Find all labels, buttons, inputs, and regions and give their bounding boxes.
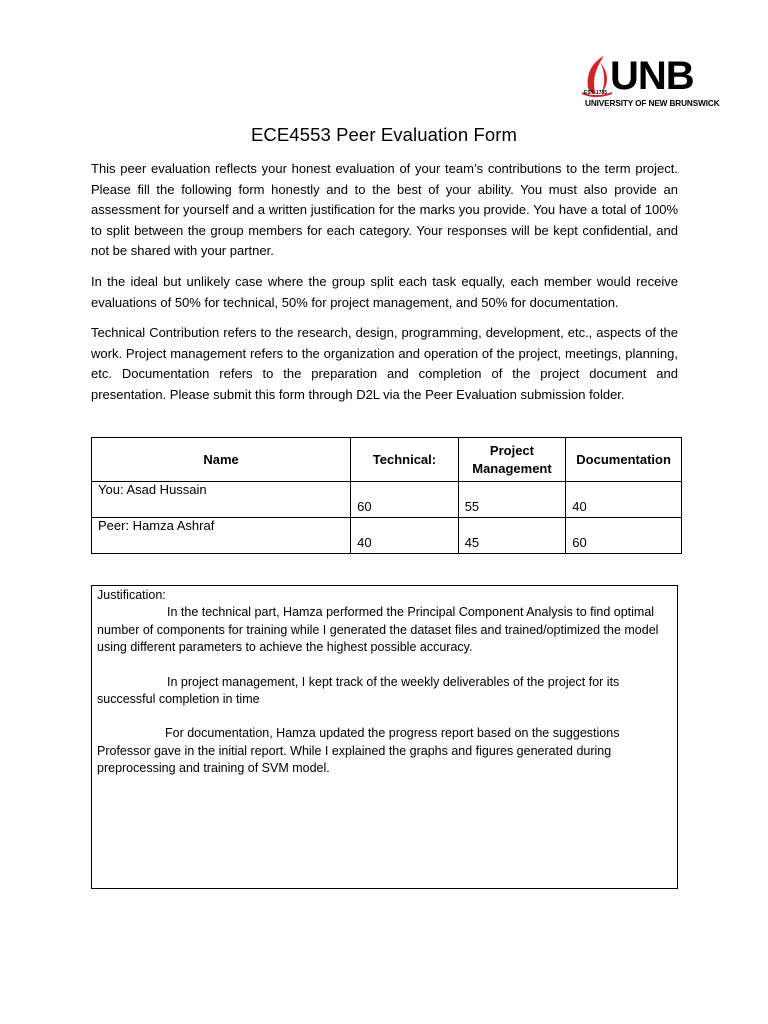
row-project-management[interactable] [458, 518, 566, 554]
intro-paragraph: This peer evaluation reflects your honest evaluation of your team’s contributions to the term project. Please fill the following form honestly and to the best of your ability. You must also provide an assessment for yourself and a written justification for the marks you provide. You have a total of 100% to split between the group members for each category. Your responses will be kept confidential, and not be shared with your partner. [91, 161, 678, 259]
score-value: 45 [464, 535, 480, 550]
logo-subtitle: UNIVERSITY OF NEW BRUNSWICK [585, 99, 720, 108]
table-row [92, 482, 682, 518]
definitions-paragraph: Technical Contribution refers to the research, design, programming, development, etc., aspects of the work. Project management refers to the organization and operation of the project, meetings, planning, etc. Documentation refers to the preparation and completion of the project document and presentation. Please submit this form through D2L via the Peer Evaluation submission folder. [91, 325, 678, 402]
unb-logo [578, 54, 720, 112]
header-name: Name [92, 438, 351, 482]
logo-wordmark: UNB [610, 54, 694, 98]
justification-technical: In the technical part, Hamza performed the Principal Component Analysis to find optimal number of components for training while I generated the dataset files and trained/optimized the model using different parameters to achieve the highest possible accuracy. [97, 605, 659, 655]
table-header-row [92, 438, 682, 482]
header-documentation: Documentation [566, 438, 682, 482]
row-project-management[interactable] [458, 482, 566, 518]
row-technical[interactable] [351, 518, 459, 554]
row-documentation[interactable] [566, 518, 682, 554]
row-technical[interactable] [351, 482, 459, 518]
score-value: 40 [357, 535, 372, 550]
evaluation-table [91, 437, 682, 554]
justification-heading: Justification: [97, 588, 166, 602]
table-row [92, 518, 682, 554]
justification-documentation: For documentation, Hamza updated the progress report based on the suggestions Professor gave in the initial report. While I explained the graphs and figures generated during preprocessing and training of SVM model. [97, 726, 620, 776]
score-value: 40 [572, 499, 587, 514]
justification-box[interactable] [91, 585, 678, 889]
score-value: 55 [464, 499, 480, 514]
score-value: 60 [572, 535, 587, 550]
logo-est: EST. 1785 [584, 90, 608, 96]
justification-project-management: In project management, I kept track of the weekly deliverables of the project for its successful completion in time [97, 674, 620, 707]
row-documentation[interactable] [566, 482, 682, 518]
header-project-management: Project Management [458, 438, 566, 482]
header-technical: Technical: [351, 438, 459, 482]
page-title: ECE4553 Peer Evaluation Form [250, 124, 518, 145]
equal-split-paragraph: In the ideal but unlikely case where the group split each task equally, each member would receive evaluations of 50% for technical, 50% for project management, and 50% for documentation. [91, 274, 678, 310]
row-name[interactable]: You: Asad Hussain [92, 482, 351, 518]
score-value: 60 [357, 499, 372, 514]
row-name[interactable]: Peer: Hamza Ashraf [92, 518, 351, 554]
